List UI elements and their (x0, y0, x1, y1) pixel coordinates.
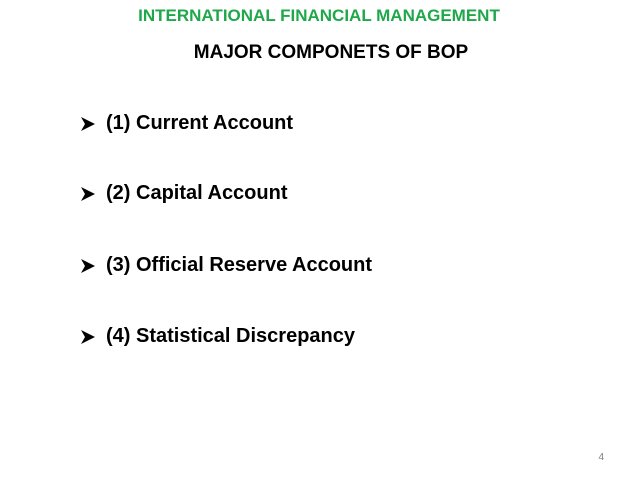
bullet-label: (1) Current Account (106, 112, 294, 134)
bullet-item-statistical-discrepancy (80, 325, 355, 348)
bullet-label: (4) Statistical Discrepancy (106, 325, 355, 347)
bullet-item-official-reserve-account (80, 254, 372, 277)
arrow-bullet-icon (80, 258, 96, 274)
bullet-item-capital-account (80, 182, 288, 205)
arrow-bullet-icon (80, 186, 96, 202)
course-title: INTERNATIONAL FINANCIAL MANAGEMENT (138, 6, 500, 25)
arrow-bullet-icon (80, 329, 96, 345)
bullet-label: (3) Official Reserve Account (106, 254, 373, 276)
bullet-item-current-account (80, 112, 293, 135)
page-number: 4 (598, 452, 604, 463)
slide-title: MAJOR COMPONETS OF BOP (193, 42, 469, 63)
bullet-label: (2) Capital Account (106, 182, 288, 204)
arrow-bullet-icon (80, 116, 96, 132)
